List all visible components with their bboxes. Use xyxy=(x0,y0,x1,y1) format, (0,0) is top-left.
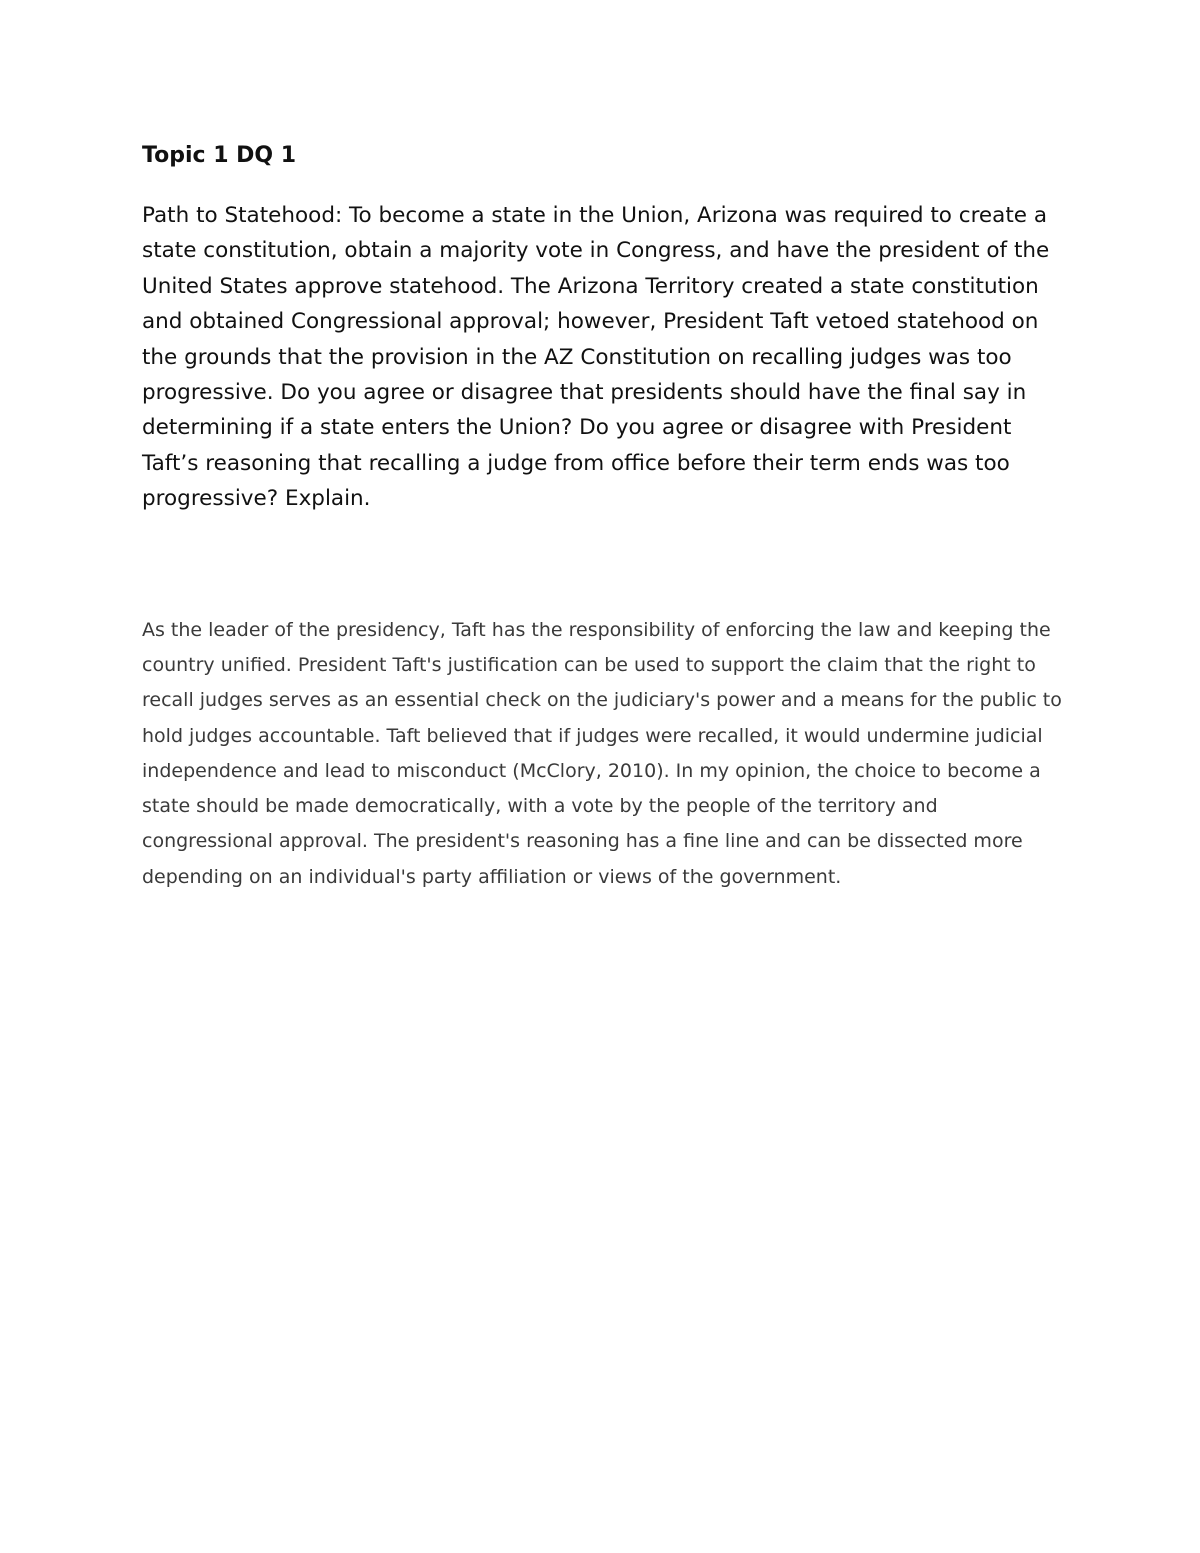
document-body xyxy=(142,138,1072,895)
document-title: Topic 1 DQ 1 xyxy=(142,143,297,168)
discussion-prompt: Path to Statehood: To become a state in the Union, Arizona was required to create a state constitution, obtain a majority vote in Congress, and have the president of the United States approve statehood. The Arizona Territory created a state constitution and obtained Congressional approval; however, President Taft vetoed statehood on the grounds that the provision in the AZ Constitution on recalling judges was too progressive. Do you agree or disagree that presidents should have the final say in determining if a state enters the Union? Do you agree or disagree with President Taft’s reasoning that recalling a judge from office before their term ends was too progressive? Explain. xyxy=(142,203,1050,512)
discussion-response: As the leader of the presidency, Taft has the responsibility of enforcing the law and keeping the country unified. President Taft's justification can be used to support the claim that the right to recall judges serves as an essential check on the judiciary's power and a means for the public to hold judges accountable. Taft believed that if judges were recalled, it would undermine judicial independence and lead to misconduct (McClory, 2010). In my opinion, the choice to become a state should be made democratically, with a vote by the people of the territory and congressional approval. The president's reasoning has a fine line and can be dissected more depending on an individual's party affiliation or views of the government. xyxy=(142,618,1062,888)
